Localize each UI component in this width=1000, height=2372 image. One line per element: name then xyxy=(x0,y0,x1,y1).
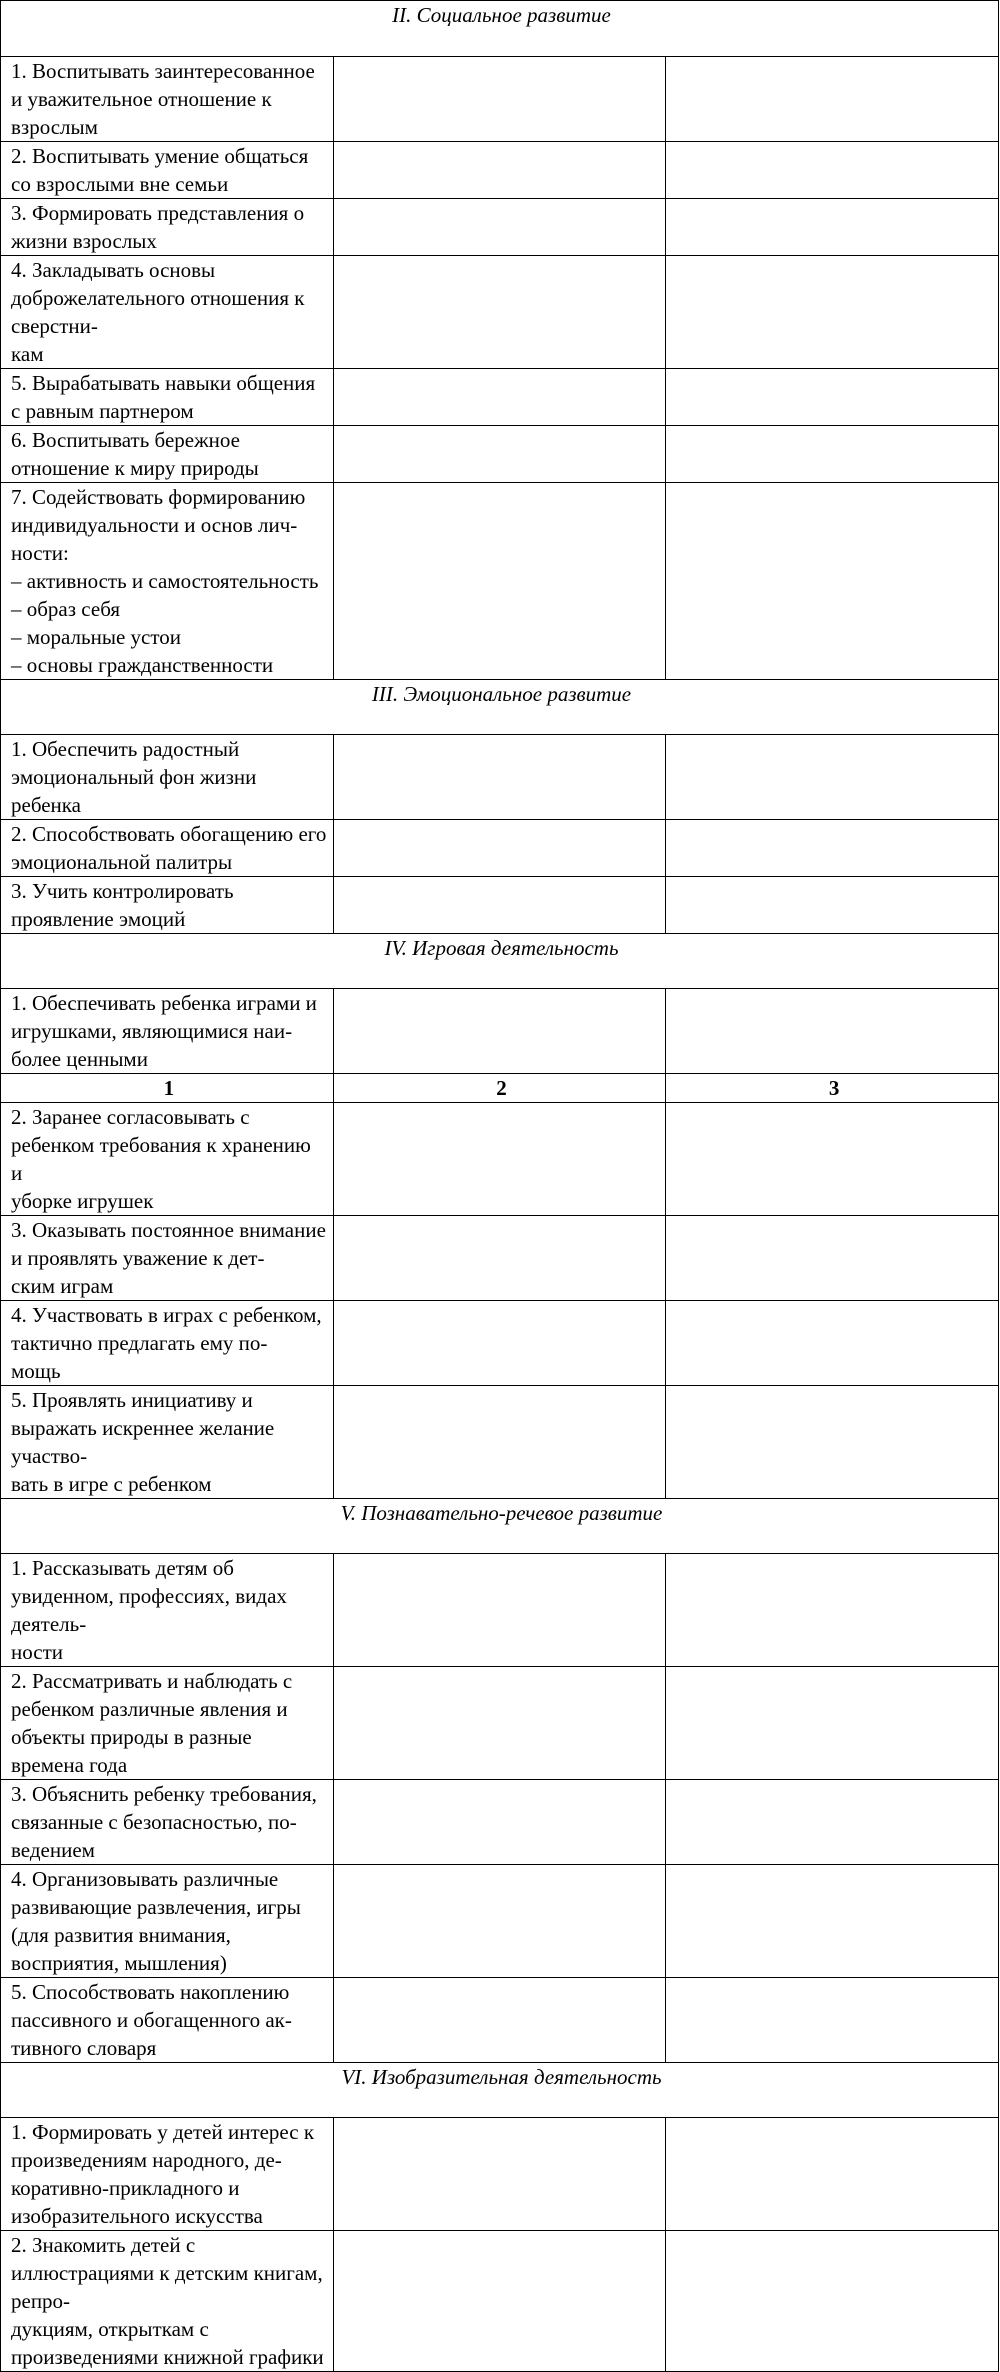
mark-cell-col-3[interactable] xyxy=(666,735,999,820)
item-text-line: тивного словаря xyxy=(11,2036,157,2060)
mark-cell-col-2[interactable] xyxy=(333,1554,666,1667)
mark-cell-col-3[interactable] xyxy=(666,369,999,426)
mark-cell-col-2[interactable] xyxy=(333,2118,666,2231)
item-text-line: 3. Формировать представления о жизни взрослых xyxy=(11,201,305,253)
item-text-line: – основы гражданственности xyxy=(11,653,274,677)
item-text-line: более ценными xyxy=(11,1047,148,1071)
item-text-line: мощь xyxy=(11,1359,61,1383)
mark-cell-col-2[interactable] xyxy=(333,1865,666,1978)
table-row xyxy=(1,142,999,199)
table-row xyxy=(1,1667,999,1780)
column-number-1: 1 xyxy=(1,1074,334,1103)
item-text-line: – моральные устои xyxy=(11,625,181,649)
table-row xyxy=(1,989,999,1074)
column-number-row xyxy=(1,1074,999,1103)
item-text-line: вать в игре с ребенком xyxy=(11,1472,212,1496)
table-row xyxy=(1,369,999,426)
assessment-table-body xyxy=(1,1,999,2372)
mark-cell-col-2[interactable] xyxy=(333,1780,666,1865)
item-text-line: – образ себя xyxy=(11,597,121,621)
item-text-line: 5. Проявлять инициативу и выражать искреннее желание участво- xyxy=(11,1388,275,1468)
item-text-cell xyxy=(1,1978,334,2063)
item-text-line: 7. Содействовать формированию индивидуальности и основ лич- xyxy=(11,485,306,537)
table-row xyxy=(1,1978,999,2063)
item-text-cell xyxy=(1,735,334,820)
mark-cell-col-2[interactable] xyxy=(333,426,666,483)
table-row xyxy=(1,256,999,369)
mark-cell-col-3[interactable] xyxy=(666,256,999,369)
table-row xyxy=(1,1103,999,1216)
item-text-cell xyxy=(1,877,334,934)
mark-cell-col-2[interactable] xyxy=(333,1386,666,1499)
item-text-cell xyxy=(1,2231,334,2372)
mark-cell-col-3[interactable] xyxy=(666,877,999,934)
mark-cell-col-3[interactable] xyxy=(666,57,999,142)
item-text-line: 2. Воспитывать умение общаться со взрослыми вне семьи xyxy=(11,144,309,196)
item-text-line: 5. Вырабатывать навыки общения с равным партнером xyxy=(11,371,316,423)
item-text-line: 2. Знакомить детей с иллюстрациями к детским книгам, репро- xyxy=(11,2233,323,2313)
item-text-cell xyxy=(1,1216,334,1301)
section-header-row xyxy=(1,1499,999,1554)
section-title: III. Эмоциональное развитие xyxy=(1,680,999,735)
section-header-row xyxy=(1,1,999,57)
mark-cell-col-2[interactable] xyxy=(333,1667,666,1780)
item-text-line: 3. Оказывать постоянное внимание и проявлять уважение к дет- xyxy=(11,1218,326,1270)
item-text-line: уборке игрушек xyxy=(11,1189,154,1213)
mark-cell-col-3[interactable] xyxy=(666,989,999,1074)
item-text-cell xyxy=(1,199,334,256)
column-number-3: 3 xyxy=(666,1074,999,1103)
item-text-cell xyxy=(1,1386,334,1499)
table-row xyxy=(1,2118,999,2231)
item-text-line: 1. Формировать у детей интерес к произведениям народного, де- xyxy=(11,2120,315,2172)
item-text-cell xyxy=(1,426,334,483)
mark-cell-col-3[interactable] xyxy=(666,142,999,199)
table-row xyxy=(1,1216,999,1301)
item-text-line: дукциям, открыткам с произведениями книжной графики xyxy=(11,2317,324,2369)
table-row xyxy=(1,199,999,256)
mark-cell-col-2[interactable] xyxy=(333,57,666,142)
item-text-cell xyxy=(1,2118,334,2231)
item-text-line: ности: xyxy=(11,541,69,565)
mark-cell-col-2[interactable] xyxy=(333,2231,666,2372)
mark-cell-col-3[interactable] xyxy=(666,1780,999,1865)
item-text-line: коративно-прикладного и изобразительного искусства xyxy=(11,2176,263,2228)
item-text-line: (для развития внимания, восприятия, мышления) xyxy=(11,1923,231,1975)
mark-cell-col-2[interactable] xyxy=(333,1301,666,1386)
mark-cell-col-2[interactable] xyxy=(333,369,666,426)
table-row xyxy=(1,57,999,142)
item-text-line: 2. Рассматривать и наблюдать с ребенком различные явления и xyxy=(11,1669,293,1721)
item-text-cell xyxy=(1,57,334,142)
item-text-line: 1. Обеспечивать ребенка играми и игрушками, являющимися наи- xyxy=(11,991,317,1043)
table-row xyxy=(1,820,999,877)
mark-cell-col-2[interactable] xyxy=(333,199,666,256)
item-text-cell xyxy=(1,483,334,680)
mark-cell-col-3[interactable] xyxy=(666,1865,999,1978)
column-number-2: 2 xyxy=(333,1074,666,1103)
item-text-line: 5. Способствовать накоплению пассивного и обогащенного ак- xyxy=(11,1980,292,2032)
mark-cell-col-2[interactable] xyxy=(333,1216,666,1301)
item-text-line: 2. Способствовать обогащению его эмоциональной палитры xyxy=(11,822,327,874)
item-text-line: 1. Рассказывать детям об увиденном, профессиях, видах деятель- xyxy=(11,1556,287,1636)
table-row xyxy=(1,1301,999,1386)
section-header-row xyxy=(1,934,999,989)
table-row xyxy=(1,426,999,483)
table-row xyxy=(1,2231,999,2372)
mark-cell-col-3[interactable] xyxy=(666,820,999,877)
mark-cell-col-2[interactable] xyxy=(333,820,666,877)
section-title: V. Познавательно-речевое развитие xyxy=(1,1499,999,1554)
item-text-cell xyxy=(1,142,334,199)
section-header-row xyxy=(1,680,999,735)
item-text-line: ности xyxy=(11,1640,63,1664)
item-text-cell xyxy=(1,1667,334,1780)
item-text-cell xyxy=(1,1865,334,1978)
mark-cell-col-2[interactable] xyxy=(333,735,666,820)
item-text-line: кам xyxy=(11,342,44,366)
mark-cell-col-3[interactable] xyxy=(666,1301,999,1386)
item-text-line: взрослым xyxy=(11,115,98,139)
mark-cell-col-3[interactable] xyxy=(666,483,999,680)
item-text-line: 1. Воспитывать заинтересованное и уважительное отношение к xyxy=(11,59,315,111)
item-text-line: 4. Закладывать основы доброжелательного отношения к сверстни- xyxy=(11,258,305,338)
item-text-line: ским играм xyxy=(11,1274,114,1298)
mark-cell-col-3[interactable] xyxy=(666,2118,999,2231)
section-title: VI. Изобразительная деятельность xyxy=(1,2063,999,2118)
mark-cell-col-3[interactable] xyxy=(666,1667,999,1780)
mark-cell-col-3[interactable] xyxy=(666,1103,999,1216)
mark-cell-col-3[interactable] xyxy=(666,1386,999,1499)
table-row xyxy=(1,483,999,680)
item-text-cell xyxy=(1,1103,334,1216)
item-text-line: ведением xyxy=(11,1838,95,1862)
item-text-line: 4. Участвовать в играх с ребенком, тактично предлагать ему по- xyxy=(11,1303,322,1355)
mark-cell-col-3[interactable] xyxy=(666,199,999,256)
section-title: IV. Игровая деятельность xyxy=(1,934,999,989)
item-text-line: – активность и самостоятельность xyxy=(11,569,319,593)
item-text-line: объекты природы в разные времена года xyxy=(11,1725,252,1777)
mark-cell-col-2[interactable] xyxy=(333,142,666,199)
item-text-cell xyxy=(1,820,334,877)
item-text-line: 2. Заранее согласовывать с ребенком требования к хранению и xyxy=(11,1105,311,1185)
item-text-cell xyxy=(1,1554,334,1667)
item-text-cell xyxy=(1,369,334,426)
mark-cell-col-3[interactable] xyxy=(666,2231,999,2372)
mark-cell-col-3[interactable] xyxy=(666,1554,999,1667)
item-text-cell xyxy=(1,1301,334,1386)
item-text-line: 4. Организовывать различные развивающие развлечения, игры xyxy=(11,1867,301,1919)
table-row xyxy=(1,1865,999,1978)
table-row xyxy=(1,1386,999,1499)
mark-cell-col-2[interactable] xyxy=(333,877,666,934)
item-text-line: 3. Учить контролировать проявление эмоций xyxy=(11,879,234,931)
mark-cell-col-2[interactable] xyxy=(333,483,666,680)
table-row xyxy=(1,735,999,820)
section-header-row xyxy=(1,2063,999,2118)
mark-cell-col-2[interactable] xyxy=(333,989,666,1074)
mark-cell-col-2[interactable] xyxy=(333,1103,666,1216)
item-text-cell xyxy=(1,989,334,1074)
table-row xyxy=(1,1780,999,1865)
section-title: II. Социальное развитие xyxy=(1,1,999,57)
mark-cell-col-2[interactable] xyxy=(333,256,666,369)
item-text-cell xyxy=(1,256,334,369)
mark-cell-col-3[interactable] xyxy=(666,1216,999,1301)
item-text-line: 6. Воспитывать бережное отношение к миру природы xyxy=(11,428,259,480)
mark-cell-col-3[interactable] xyxy=(666,1978,999,2063)
table-row xyxy=(1,877,999,934)
item-text-line: 1. Обеспечить радостный эмоциональный фон жизни ребенка xyxy=(11,737,257,817)
mark-cell-col-2[interactable] xyxy=(333,1978,666,2063)
item-text-cell xyxy=(1,1780,334,1865)
item-text-line: 3. Объяснить ребенку требования, связанные с безопасностью, по- xyxy=(11,1782,317,1834)
table-row xyxy=(1,1554,999,1667)
mark-cell-col-3[interactable] xyxy=(666,426,999,483)
